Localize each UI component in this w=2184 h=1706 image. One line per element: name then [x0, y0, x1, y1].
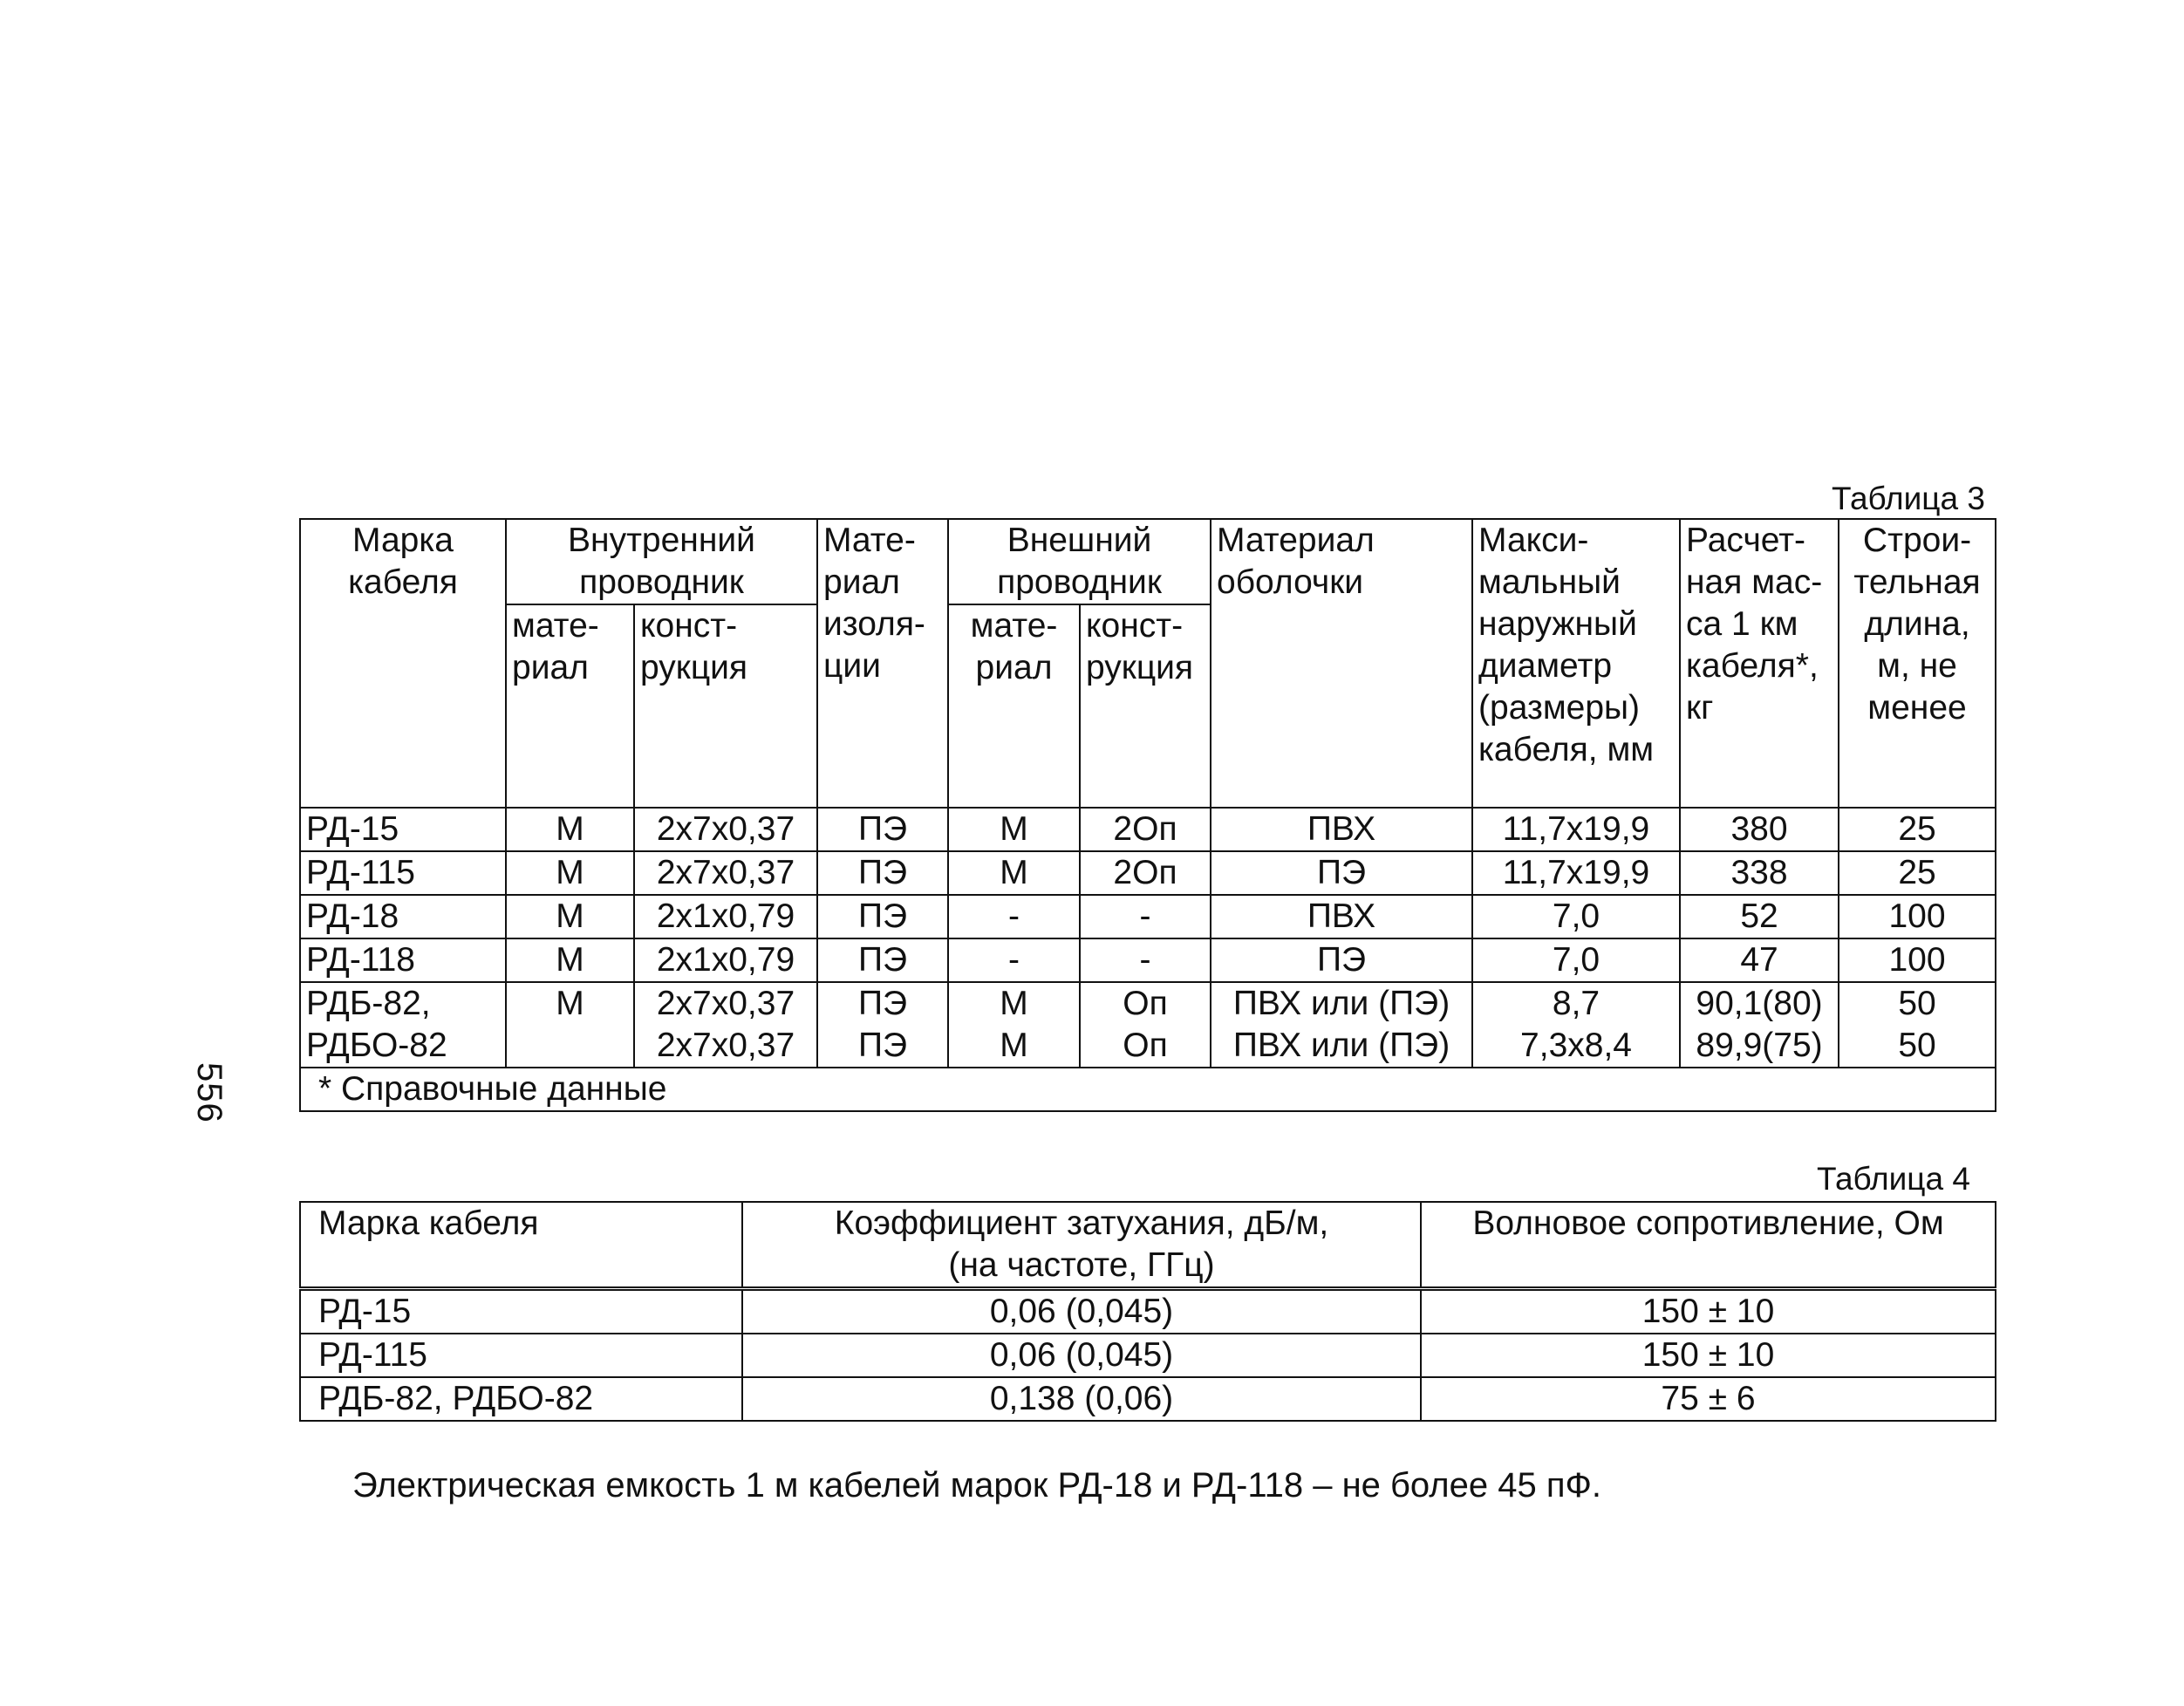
cell-line: РДБО-82 [306, 1027, 447, 1064]
table-row [300, 808, 1996, 851]
cell-mass: 380 [1680, 808, 1839, 851]
table-footnote: * Справочные данные [300, 1068, 1996, 1111]
cell-marka: РД-118 [300, 938, 506, 982]
cell-length: 25 [1839, 808, 1996, 851]
cell-sheath: ПЭ [1211, 851, 1472, 895]
cell-impedance: 150 ± 10 [1421, 1334, 1996, 1377]
cell-line: 50 [1898, 1027, 1936, 1064]
table-row [300, 938, 1996, 982]
cell-sheath [1211, 982, 1472, 1068]
table-row [300, 1377, 1996, 1421]
col-header-outer: Внешний проводник [948, 519, 1211, 604]
cell-diameter: 7,0 [1472, 895, 1680, 938]
col-header-mass: Расчет- ная мас- са 1 км кабеля*, кг [1680, 519, 1839, 808]
cell-inner-construction: 2х1х0,79 [634, 895, 817, 938]
cell-marka: РД-115 [300, 851, 506, 895]
cell-attenuation: 0,06 (0,045) [742, 1334, 1421, 1377]
cell-line: ПЭ [857, 1027, 908, 1064]
cell-insulation: ПЭ [817, 851, 948, 895]
table4-caption: Таблица 4 [1817, 1161, 1970, 1197]
cell-outer-construction: 2Оп [1080, 808, 1211, 851]
col-header-impedance: Волновое сопротивление, Ом [1421, 1202, 1996, 1289]
cell-outer-construction: 2Оп [1080, 851, 1211, 895]
cell-inner-construction [634, 982, 817, 1068]
cell-line: 50 [1898, 985, 1936, 1022]
cell-line: 7,3х8,4 [1520, 1027, 1632, 1064]
col-header-attenuation [742, 1202, 1421, 1289]
cell-sheath: ПВХ [1211, 895, 1472, 938]
cell-line: РДБ-82, [306, 985, 431, 1022]
col-header-outer-material: мате- риал [948, 604, 1080, 808]
cell-attenuation: 0,138 (0,06) [742, 1377, 1421, 1421]
cell-line: 90,1(80) [1696, 985, 1823, 1022]
cell-inner-construction: 2х7х0,37 [634, 808, 817, 851]
col-header-length: Строи- тельная длина, м, не менее [1839, 519, 1996, 808]
header-line: (на частоте, ГГц) [948, 1246, 1215, 1284]
cell-sheath: ПЭ [1211, 938, 1472, 982]
table-footnote-row [300, 1068, 1996, 1111]
cell-inner-material: М [506, 938, 634, 982]
cell-outer-material: М [948, 851, 1080, 895]
cell-attenuation: 0,06 (0,045) [742, 1289, 1421, 1334]
cell-outer-construction [1080, 982, 1211, 1068]
col-header-marka: Марка кабеля [300, 519, 506, 808]
table-row [300, 895, 1996, 938]
cell-inner-material [506, 982, 634, 1068]
cell-insulation: ПЭ [817, 895, 948, 938]
cell-marka: РДБ-82, РДБО-82 [300, 1377, 742, 1421]
header-line: Коэффициент затухания, дБ/м, [834, 1204, 1329, 1242]
cell-inner-construction: 2х7х0,37 [634, 851, 817, 895]
cell-length [1839, 982, 1996, 1068]
cell-diameter: 11,7х19,9 [1472, 851, 1680, 895]
cell-marka: РД-15 [300, 1289, 742, 1334]
cell-sheath: ПВХ [1211, 808, 1472, 851]
table-row [300, 982, 1996, 1068]
cell-impedance: 150 ± 10 [1421, 1289, 1996, 1334]
table4 [299, 1201, 1996, 1422]
cell-length: 25 [1839, 851, 1996, 895]
cell-insulation: ПЭ [817, 938, 948, 982]
cell-line: Оп [1123, 985, 1168, 1022]
cell-insulation [817, 982, 948, 1068]
cell-outer-construction: - [1080, 938, 1211, 982]
page-number: 556 [190, 1062, 229, 1123]
cell-outer-construction: - [1080, 895, 1211, 938]
cell-inner-material: М [506, 895, 634, 938]
cell-diameter: 7,0 [1472, 938, 1680, 982]
cell-insulation: ПЭ [817, 808, 948, 851]
table-row [300, 1334, 1996, 1377]
cell-line: ПВХ или (ПЭ) [1232, 1027, 1450, 1064]
cell-marka: РД-18 [300, 895, 506, 938]
col-header-inner: Внутренний проводник [506, 519, 817, 604]
col-header-diameter: Макси- мальный наружный диаметр (размеры) кабеля, мм [1472, 519, 1680, 808]
col-header-inner-material: мате- риал [506, 604, 634, 808]
col-header-sheath: Материал оболочки [1211, 519, 1472, 808]
cell-line: 2х7х0,37 [656, 1027, 795, 1064]
cell-line: М [1000, 1027, 1028, 1064]
cell-line: М [1000, 985, 1028, 1022]
cell-length: 100 [1839, 938, 1996, 982]
table3-caption: Таблица 3 [1832, 481, 1985, 516]
cell-inner-material: М [506, 808, 634, 851]
cell-mass [1680, 982, 1839, 1068]
cell-inner-construction: 2х1х0,79 [634, 938, 817, 982]
cell-line: 8,7 [1552, 985, 1600, 1022]
cell-line: ПВХ или (ПЭ) [1232, 985, 1450, 1022]
cell-outer-material [948, 982, 1080, 1068]
cell-marka [300, 982, 506, 1068]
table3 [299, 518, 1996, 1112]
cell-line: 2х7х0,37 [656, 985, 795, 1022]
cell-mass: 338 [1680, 851, 1839, 895]
cell-mass: 47 [1680, 938, 1839, 982]
cell-diameter [1472, 982, 1680, 1068]
cell-mass: 52 [1680, 895, 1839, 938]
capacitance-note: Электрическая емкость 1 м кабелей марок РД-18 и РД-118 – не более 45 пФ. [352, 1466, 1602, 1505]
cell-line: М [556, 985, 584, 1022]
cell-length: 100 [1839, 895, 1996, 938]
cell-marka: РД-15 [300, 808, 506, 851]
cell-outer-material: - [948, 938, 1080, 982]
cell-line: 89,9(75) [1696, 1027, 1823, 1064]
col-header-inner-construction: конст- рукция [634, 604, 817, 808]
cell-outer-material: М [948, 808, 1080, 851]
table-row [300, 851, 1996, 895]
col-header-insulation: Мате- риал изоля- ции [817, 519, 948, 808]
cell-marka: РД-115 [300, 1334, 742, 1377]
col-header-outer-construction: конст- рукция [1080, 604, 1211, 808]
cell-diameter: 11,7х19,9 [1472, 808, 1680, 851]
cell-impedance: 75 ± 6 [1421, 1377, 1996, 1421]
cell-inner-material: М [506, 851, 634, 895]
col-header-marka: Марка кабеля [300, 1202, 742, 1289]
cell-line: ПЭ [857, 985, 908, 1022]
cell-line: Оп [1123, 1027, 1168, 1064]
cell-outer-material: - [948, 895, 1080, 938]
table-row [300, 1289, 1996, 1334]
